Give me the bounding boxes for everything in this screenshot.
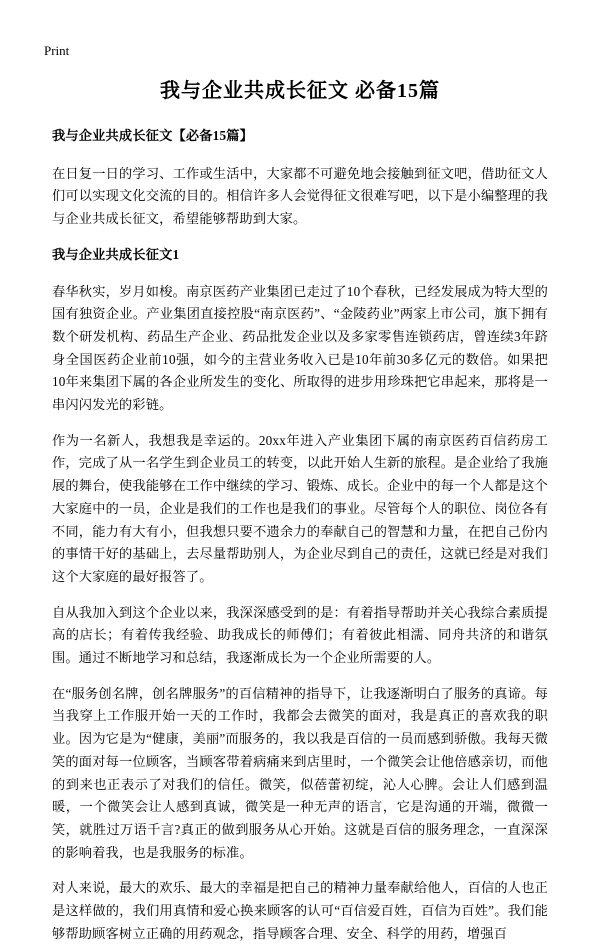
section-heading: 我与企业共成长征文1 xyxy=(52,246,180,262)
paragraph-subtitle: 我与企业共成长征文【必备15篇】 xyxy=(52,128,254,143)
paragraph: 作为一名新人，我想我是幸运的。20xx年进入产业集团下属的南京医药百信药房工作，完成了从一名学生到企业员工的转变，以此开始人生新的旅程。是企业给了我施展的舞台，使我能够在工作中继续的学习、锻炼、成长。企业中的每一个人都是这个大家庭中的一员，企业是我们的工作也是我们的事业。尽管每个人的职位、岗位各有不同，能力有大有小，但我想只要不遗余力的奉献自己的智慧和力量，在把自己份内的事情干好的基础上，去尽量帮助别人，为企业尽到自己的责任，这就已经是对我们这个大家庭的最好报答了。 xyxy=(52,432,548,584)
paragraph: 春华秋实，岁月如梭。南京医药产业集团已走过了10个春秋，已经发展成为特大型的国有独资企业。产业集团直接控股“南京医药”、“金陵药业”两家上市公司，旗下拥有数个研发机构、药品生产企业、药品批发企业以及多家零售连锁药店，曾连续3年跻身全国医药企业前10强，如今的主营业务收入已是10年前30多亿元的数倍。如果把10年来集团下属的各企业所发生的变化、所取得的进步用珍珠把它串起来，那将是一串闪闪发光的彩链。 xyxy=(52,283,548,413)
paragraph: 在“服务创名牌，创名牌服务”的百信精神的指导下，让我逐渐明白了服务的真谛。每当我穿上工作服开始一天的工作时，我都会去微笑的面对，我是真正的喜欢我的职业。因为它是为“健康，美丽”而服务的，我以我是百信的一员而感到骄傲。我每天微笑的面对每一位顾客，当顾客带着病痛来到店里时，一个微笑会让他倍感亲切，而他的到来也正表示了对我们的信任。微笑，似蓓蕾初绽，沁人心脾。会让人们感到温暖，一个微笑会让人感到真诚，微笑是一种无声的语言，它是沟通的开端，微微一笑，就胜过万语千言?真正的做到服务从心开始。这就是百信的服务理念，一直深深的影响着我，也是我服务的标准。 xyxy=(52,685,548,860)
print-label[interactable]: Print xyxy=(44,43,70,58)
paragraph: 对人来说，最大的欢乐、最大的幸福是把自己的精神力量奉献给他人，百信的人也正是这样做的，我们用真情和爱心换来顾客的认可“百信爱百姓，百信为百姓”。我们能够帮助顾客树立正确的用药观念，指导顾客合理、安全、科学的用药，增强百 xyxy=(52,880,548,941)
document-body xyxy=(52,125,548,946)
paragraph: 自从我加入到这个企业以来，我深深感受到的是：有着指导帮助并关心我综合素质提高的店长；有着传我经验、助我成长的师傅们；有着彼此相濡、同舟共济的和谐氛围。通过不断地学习和总结，我逐渐成长为一个企业所需要的人。 xyxy=(52,604,548,666)
page-title: 我与企业共成长征文 必备15篇 xyxy=(160,80,440,102)
paragraph: 在日复一日的学习、工作或生活中，大家都不可避免地会接触到征文吧，借助征文人们可以实现文化交流的目的。相信许多人会觉得征文很难写吧，以下是小编整理的我与企业共成长征文，希望能够帮助到大家。 xyxy=(52,165,548,227)
